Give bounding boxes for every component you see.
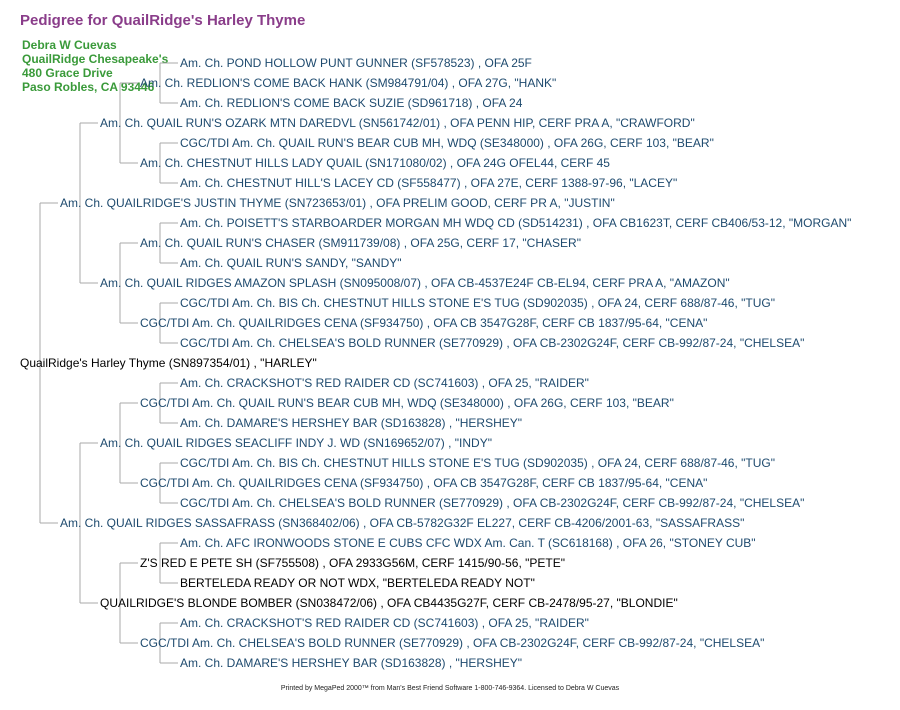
pedigree-entry-gen5: Am. Ch. POISETT'S STARBOARDER MORGAN MH WDQ CD (SD514231) , OFA CB1623T, CERF CB406/53-12, "MORGAN" (180, 216, 852, 230)
pedigree-entry-gen3: QUAILRIDGE'S BLONDE BOMBER (SN038472/06) , OFA CB4435G27F, CERF CB-2478/95-27, "BLONDIE" (100, 596, 678, 610)
pedigree-entry-gen4: Am. Ch. QUAIL RUN'S CHASER (SM911739/08) , OFA 25G, CERF 17, "CHASER" (140, 236, 581, 250)
pedigree-entry-gen5: CGC/TDI Am. Ch. BIS Ch. CHESTNUT HILLS STONE E'S TUG (SD902035) , OFA 24, CERF 688/87-46, "TUG" (180, 296, 775, 310)
pedigree-entry-gen1: QuailRidge's Harley Thyme (SN897354/01) , "HARLEY" (20, 356, 317, 370)
pedigree-entry-gen4: Am. Ch. CHESTNUT HILLS LADY QUAIL (SN171080/02) , OFA 24G OFEL44, CERF 45 (140, 156, 610, 170)
pedigree-entry-gen4: Z'S RED E PETE SH (SF755508) , OFA 2933G56M, CERF 1415/90-56, "PETE" (140, 556, 565, 570)
owner-kennel: QuailRidge Chesapeake's (22, 52, 169, 66)
pedigree-entry-gen5: CGC/TDI Am. Ch. QUAIL RUN'S BEAR CUB MH, WDQ (SE348000) , OFA 26G, CERF 103, "BEAR" (180, 136, 714, 150)
pedigree-entry-gen5: Am. Ch. CRACKSHOT'S RED RAIDER CD (SC741603) , OFA 25, "RAIDER" (180, 376, 589, 390)
pedigree-entry-gen5: CGC/TDI Am. Ch. CHELSEA'S BOLD RUNNER (SE770929) , OFA CB-2302G24F, CERF CB-992/87-24, "CHELSEA" (180, 496, 805, 510)
page-title: Pedigree for QuailRidge's Harley Thyme (20, 12, 306, 29)
pedigree-entry-gen5: Am. Ch. DAMARE'S HERSHEY BAR (SD163828) , "HERSHEY" (180, 416, 523, 430)
pedigree-entry-gen3: Am. Ch. QUAIL RIDGES AMAZON SPLASH (SN095008/07) , OFA CB-4537E24F CB-EL94, CERF PRA A, "AMAZON" (100, 276, 730, 290)
pedigree-entry-gen5: Am. Ch. CRACKSHOT'S RED RAIDER CD (SC741603) , OFA 25, "RAIDER" (180, 616, 589, 630)
owner-name: Debra W Cuevas (22, 38, 117, 52)
pedigree-entry-gen5: Am. Ch. CHESTNUT HILL'S LACEY CD (SF558477) , OFA 27E, CERF 1388-97-96, "LACEY" (180, 176, 678, 190)
owner-street: 480 Grace Drive (22, 66, 113, 80)
printed-by-footer: Printed by MegaPed 2000™ from Man's Best Friend Software 1-800-746-9364. Licensed to Debra W Cuevas (280, 685, 620, 692)
owner-city: Paso Robles, CA 93446 (22, 80, 155, 94)
pedigree-entry-gen5: CGC/TDI Am. Ch. BIS Ch. CHESTNUT HILLS STONE E'S TUG (SD902035) , OFA 24, CERF 688/87-46, "TUG" (180, 456, 775, 470)
pedigree-entry-gen4: Am. Ch. REDLION'S COME BACK HANK (SM984791/04) , OFA 27G, "HANK" (140, 76, 557, 90)
pedigree-entry-gen4: CGC/TDI Am. Ch. QUAIL RUN'S BEAR CUB MH, WDQ (SE348000) , OFA 26G, CERF 103, "BEAR" (140, 396, 674, 410)
pedigree-entry-gen5: Am. Ch. DAMARE'S HERSHEY BAR (SD163828) , "HERSHEY" (180, 656, 523, 670)
pedigree-entry-gen5: CGC/TDI Am. Ch. CHELSEA'S BOLD RUNNER (SE770929) , OFA CB-2302G24F, CERF CB-992/87-24, "CHELSEA" (180, 336, 805, 350)
pedigree-entry-gen3: Am. Ch. QUAIL RUN'S OZARK MTN DAREDVL (SN561742/01) , OFA PENN HIP, CERF PRA A, "CRAWFORD" (100, 116, 695, 130)
pedigree-entry-gen4: CGC/TDI Am. Ch. QUAILRIDGES CENA (SF934750) , OFA CB 3547G28F, CERF CB 1837/95-64, "CENA" (140, 316, 708, 330)
pedigree-entry-gen5: Am. Ch. REDLION'S COME BACK SUZIE (SD961718) , OFA 24 (180, 96, 523, 110)
pedigree-entry-gen5: BERTELEDA READY OR NOT WDX, "BERTELEDA READY NOT" (180, 576, 535, 590)
pedigree-entry-gen2: Am. Ch. QUAILRIDGE'S JUSTIN THYME (SN723653/01) , OFA PRELIM GOOD, CERF PR A, "JUSTIN" (60, 196, 615, 210)
pedigree-entry-gen3: Am. Ch. QUAIL RIDGES SEACLIFF INDY J. WD (SN169652/07) , "INDY" (100, 436, 492, 450)
pedigree-entry-gen5: Am. Ch. AFC IRONWOODS STONE E CUBS CFC WDX Am. Can. T (SC618168) , OFA 26, "STONEY CUB" (180, 536, 756, 550)
pedigree-entry-gen4: CGC/TDI Am. Ch. QUAILRIDGES CENA (SF934750) , OFA CB 3547G28F, CERF CB 1837/95-64, "CENA" (140, 476, 708, 490)
pedigree-entry-gen5: Am. Ch. POND HOLLOW PUNT GUNNER (SF578523) , OFA 25F (180, 56, 532, 70)
pedigree-entry-gen5: Am. Ch. QUAIL RUN'S SANDY, "SANDY" (180, 256, 402, 270)
pedigree-entry-gen4: CGC/TDI Am. Ch. CHELSEA'S BOLD RUNNER (SE770929) , OFA CB-2302G24F, CERF CB-992/87-24, "CHELSEA" (140, 636, 765, 650)
pedigree-entry-gen2: Am. Ch. QUAIL RIDGES SASSAFRASS (SN368402/06) , OFA CB-5782G32F EL227, CERF CB-4206/2001-63, "SASSAFRASS" (60, 516, 745, 530)
